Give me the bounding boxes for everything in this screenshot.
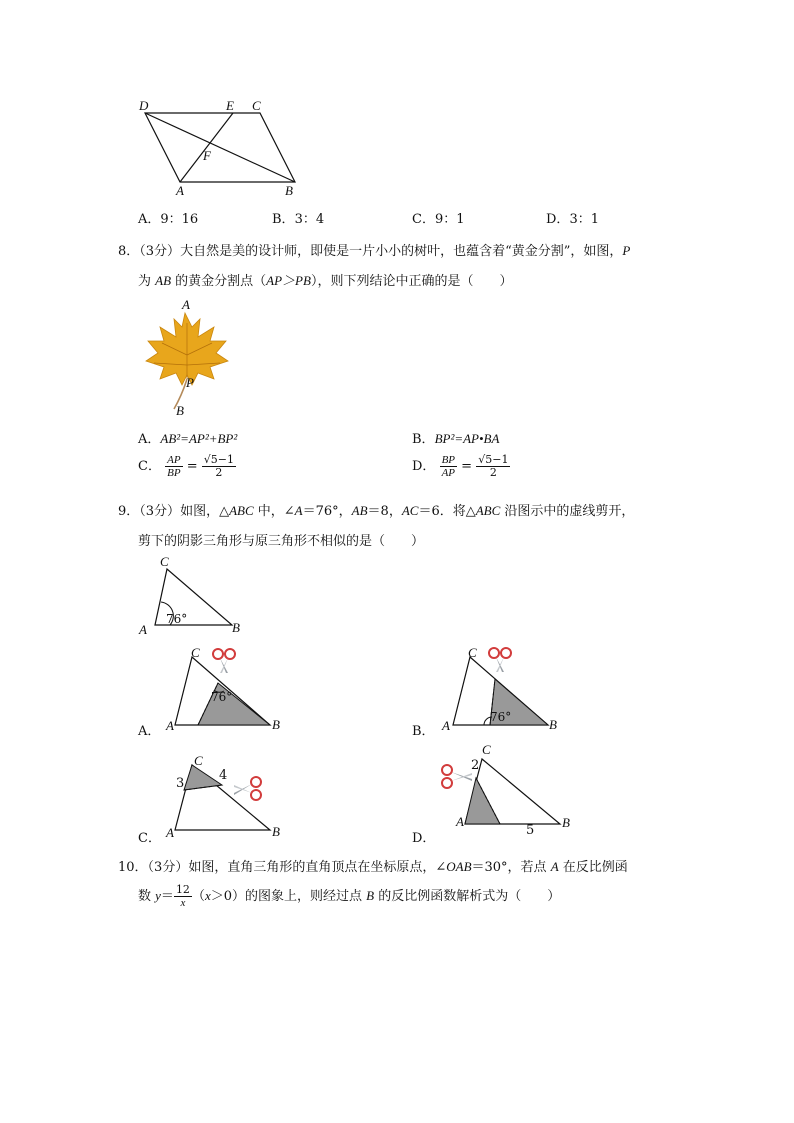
option-text: 3：4 — [294, 212, 325, 227]
stem-var: AP＞PB — [266, 273, 311, 288]
fraction — [476, 454, 510, 479]
q8-option-a[interactable] — [138, 428, 237, 447]
question-score: （3分） — [139, 504, 181, 519]
stem-var: A — [294, 503, 303, 518]
fraction — [174, 884, 192, 909]
fraction-denominator: 2 — [215, 466, 223, 479]
stem-text: ＝8， — [367, 504, 402, 519]
question-number: 9． — [118, 504, 140, 519]
option-letter: D． — [412, 831, 436, 846]
q9-main-label-A: A — [139, 622, 147, 637]
q7-option-c[interactable] — [412, 208, 465, 227]
stem-text: 如图，△ — [180, 504, 230, 519]
q7-option-a[interactable] — [138, 208, 198, 227]
q9-stem-line2 — [138, 530, 424, 549]
option-expr: BP²=AP•BA — [434, 431, 500, 446]
option-text: 9：1 — [434, 212, 465, 227]
stem-text: 的反比例函数解析式为（ ） — [374, 889, 561, 904]
q9-option-b[interactable] — [412, 720, 435, 739]
fraction-numerator: √5−1 — [203, 453, 234, 466]
stem-text: 数 — [138, 889, 156, 904]
stem-var: OAB — [446, 859, 472, 874]
q7-label-F: F — [203, 148, 211, 163]
scissors-icon — [486, 645, 514, 673]
q7-option-b[interactable] — [272, 208, 324, 227]
q8-stem-line2 — [138, 270, 512, 289]
fraction — [440, 454, 457, 479]
q9a-label-B: B — [272, 717, 280, 732]
stem-text: ＝6．将△ — [418, 504, 476, 519]
q9c-label-A: A — [166, 825, 174, 840]
option-letter: D． — [546, 212, 570, 227]
q8-option-d[interactable] — [412, 454, 510, 479]
question-score: （3分） — [139, 244, 181, 259]
q7-parallelogram-figure — [130, 95, 310, 200]
stem-text: 如图，直角三角形的直角顶点在坐标原点，∠ — [188, 860, 447, 875]
option-text: 9：16 — [160, 212, 199, 227]
q10-stem-line1 — [118, 856, 628, 875]
q9-main-label-C: C — [160, 554, 169, 569]
q9d-side-5: 5 — [526, 823, 535, 838]
q8-option-b[interactable] — [412, 428, 499, 447]
fraction — [165, 454, 182, 479]
fraction-numerator: √5−1 — [478, 453, 509, 466]
q9c-side-3: 3 — [176, 776, 185, 791]
option-letter: D． — [412, 459, 436, 474]
q9b-label-C: C — [468, 645, 477, 660]
stem-var: B — [366, 888, 375, 903]
equals-sign: ＝ — [160, 889, 174, 904]
q9b-angle-label: 76° — [490, 710, 512, 724]
q7-label-B: B — [285, 183, 293, 198]
q8-label-B: B — [176, 403, 184, 418]
stem-var: ABC — [475, 503, 501, 518]
q8-option-c[interactable] — [138, 454, 236, 479]
fraction-denominator: BP — [167, 467, 181, 479]
scissors-icon — [232, 775, 264, 803]
fraction-numerator: 12 — [175, 883, 190, 896]
option-letter: A． — [138, 432, 161, 447]
stem-text: ＝30°，若点 — [471, 860, 551, 875]
q9-main-angle-label: 76° — [166, 612, 188, 626]
stem-var: AB — [155, 273, 172, 288]
option-letter: A． — [138, 724, 161, 739]
fraction-numerator: AP — [167, 454, 181, 466]
fraction-denominator: 2 — [489, 466, 497, 479]
q9a-label-A: A — [166, 718, 174, 733]
option-letter: C． — [138, 831, 161, 846]
q9d-label-B: B — [562, 815, 570, 830]
q9b-label-B: B — [549, 717, 557, 732]
maple-leaf-figure — [140, 305, 240, 415]
q9-option-c[interactable] — [138, 827, 161, 846]
option-letter: B． — [412, 724, 435, 739]
option-letter: C． — [138, 459, 161, 474]
q9c-label-B: B — [272, 824, 280, 839]
scissors-icon — [210, 646, 238, 674]
q7-label-C: C — [252, 98, 261, 113]
stem-text: ＞0）的图象上，则经过点 — [210, 889, 367, 904]
stem-text: 为 — [138, 274, 156, 289]
fraction-denominator: x — [180, 897, 186, 909]
q9-option-a[interactable] — [138, 720, 160, 739]
question-number: 8． — [118, 244, 140, 259]
option-expr: AB²=AP²+BP² — [160, 431, 238, 446]
q9a-label-C: C — [191, 645, 200, 660]
fraction — [202, 454, 236, 479]
q9b-label-A: A — [442, 718, 450, 733]
stem-var: AC — [401, 503, 419, 518]
stem-text: （ — [191, 889, 205, 904]
option-letter: C． — [412, 212, 435, 227]
stem-var: P — [622, 243, 631, 258]
option-letter: B． — [272, 212, 295, 227]
q9c-label-C: C — [194, 753, 203, 768]
stem-text: 的黄金分割点（ — [171, 274, 267, 289]
question-number: 10． — [118, 860, 148, 875]
q9d-side-2: 2 — [471, 758, 480, 773]
option-text: 3：1 — [569, 212, 599, 227]
stem-var: y — [155, 888, 161, 903]
q9-stem-line1 — [118, 500, 634, 519]
stem-text: ＝76°， — [302, 504, 352, 519]
q8-stem-line1 — [118, 240, 630, 259]
stem-text: ），则下列结论中正确的是（ ） — [310, 274, 513, 289]
q7-label-A: A — [176, 183, 184, 198]
q10-stem-line2 — [138, 884, 560, 909]
stem-text: 沿图示中的虚线剪开， — [500, 504, 635, 519]
fraction-numerator: BP — [441, 454, 456, 466]
question-score: （3分） — [147, 860, 189, 875]
stem-var: AB — [351, 503, 368, 518]
option-letter: A． — [138, 212, 161, 227]
equals-sign: = — [186, 459, 198, 474]
option-letter: B． — [412, 432, 435, 447]
q8-label-P: P — [186, 375, 194, 390]
q9c-side-4: 4 — [219, 768, 228, 783]
q8-label-A: A — [182, 297, 190, 312]
scissors-icon — [440, 763, 474, 791]
stem-text: 大自然是美的设计师，即使是一片小小的树叶，也蕴含着“黄金分割”，如图， — [180, 244, 623, 259]
stem-text: 在反比例函 — [558, 860, 628, 875]
q9d-label-C: C — [482, 742, 491, 757]
q9-main-label-B: B — [232, 620, 240, 635]
q7-label-E: E — [226, 98, 234, 113]
q9d-label-A: A — [456, 814, 464, 829]
stem-text: 中，∠ — [253, 504, 295, 519]
q9-option-d[interactable] — [412, 827, 435, 846]
q9a-angle-label: 76° — [211, 690, 233, 704]
stem-var: A — [550, 859, 559, 874]
q7-label-D: D — [139, 98, 149, 113]
fraction-denominator: AP — [441, 467, 456, 479]
stem-var: ABC — [229, 503, 254, 518]
q7-option-d[interactable] — [546, 208, 599, 227]
equals-sign: = — [461, 459, 473, 474]
stem-text: 剪下的阴影三角形与原三角形不相似的是（ ） — [138, 534, 425, 549]
stem-var: x — [204, 888, 211, 903]
